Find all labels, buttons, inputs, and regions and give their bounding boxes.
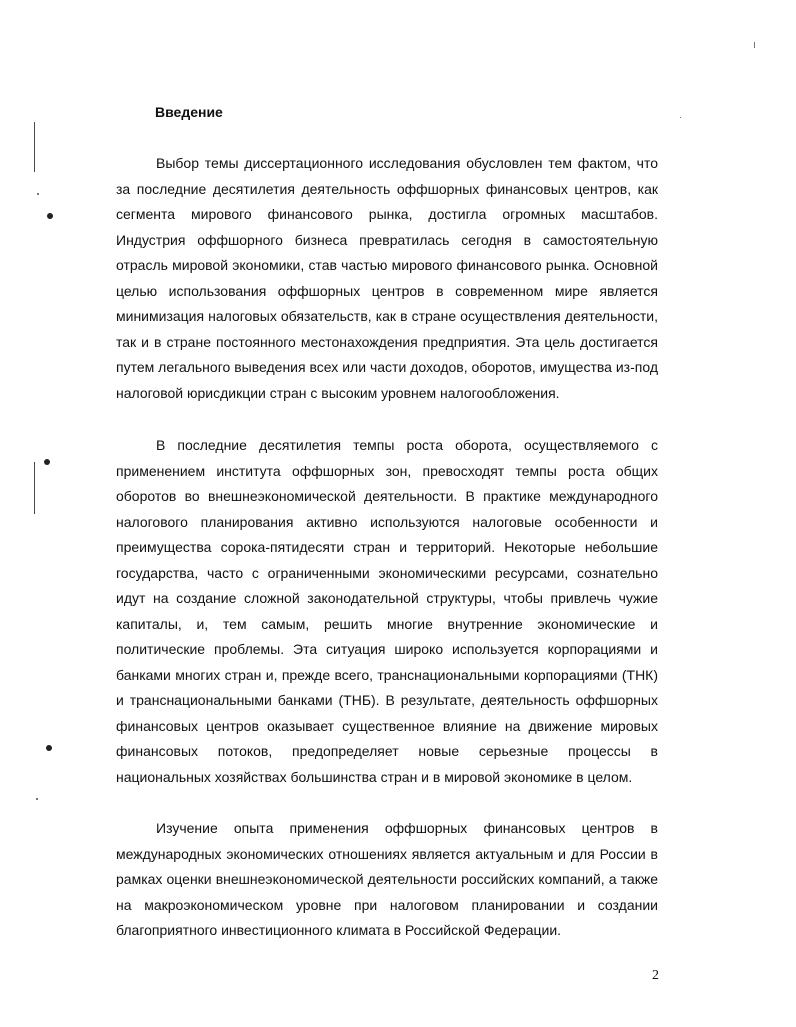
punch-hole-mark	[47, 213, 53, 219]
paragraph-3: Изучение опыта применения оффшорных финансовых центров в международных экономических отношениях является актуальным и для России в рамках оценки внешнеэкономической деятельности российских компаний, а также на макроэкономическом уровне при налоговом планировании и создании благоприятного инвестиционного климата в Российской Федерации.	[116, 820, 658, 938]
scan-speck	[680, 117, 681, 118]
scan-speck	[754, 42, 755, 48]
scan-speck	[36, 798, 38, 800]
scan-speck	[37, 193, 39, 195]
paragraph-1: Выбор темы диссертационного исследования обусловлен тем фактом, что за последние десятилетия деятельность оффшорных финансовых центров, как сегмента мирового финансового рынка, достигла огромных масштабов. Индустрия оффшорного бизнеса превратилась сегодня в самостоятельную отрасль мировой экономики, став частью мирового финансового рынка. Основной целью использования оффшорных центров в современном мире является минимизация налоговых обязательств, как в стране осуществления деятельности, так и в стране постоянного местонахождения предприятия. Эта цель достигается путем легального выведения всех или части доходов, оборотов, имущества из-под налоговой юрисдикции стран с высоким уровнем налогообложения.	[116, 155, 658, 401]
section-heading: Введение	[155, 104, 223, 120]
scan-margin-line	[34, 122, 35, 172]
page-number: 2	[652, 968, 659, 983]
punch-hole-mark	[46, 745, 52, 751]
scan-margin-line	[34, 462, 35, 514]
paragraph-2: В последние десятилетия темпы роста оборота, осуществляемого с применением института оффшорных зон, превосходят темпы роста общих оборотов во внешнеэкономической деятельности. В практике международного налогового планирования активно используются налоговые особенности и преимущества сорока-пятидесяти стран и территорий. Некоторые небольшие государства, часто с ограниченными экономическими ресурсами, сознательно идут на создание сложной законодательной структуры, чтобы привлечь чужие капиталы, и, тем самым, решить многие внутренние экономические и политические проблемы. Эта ситуация широко используется корпорациями и банками многих стран и, прежде всего, транснациональными корпорациями (ТНК) и транснациональными банками (ТНБ). В результате, деятельность оффшорных финансовых центров оказывает существенное влияние на движение мировых финансовых потоков, предопределяет новые серьезные процессы в национальных хозяйствах большинства стран и в мировой экономике в целом.	[116, 437, 658, 785]
punch-hole-mark	[44, 459, 50, 465]
